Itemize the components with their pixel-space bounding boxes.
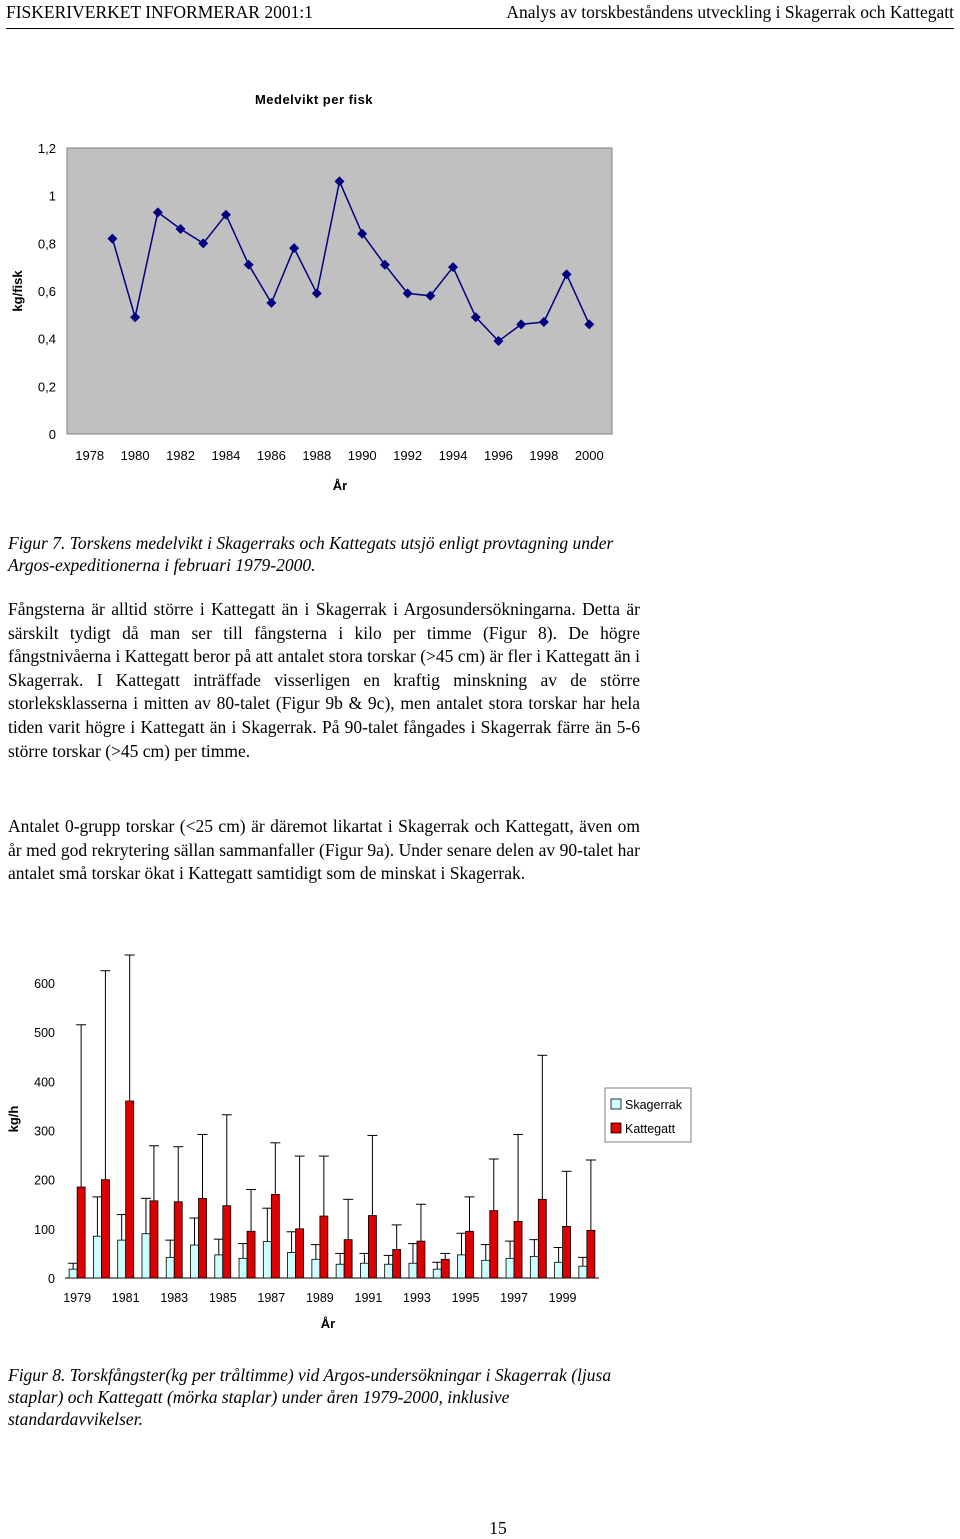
x-tick-label: 1988 xyxy=(302,448,332,463)
figure8-chart xyxy=(0,935,720,1355)
bar-skagerrak xyxy=(433,1269,441,1278)
legend-swatch xyxy=(611,1099,621,1109)
bar-skagerrak xyxy=(555,1262,563,1278)
x-tick-label: 1998 xyxy=(529,448,559,463)
header-title: Analys av torskbeståndens utveckling i Skagerrak och Kattegatt xyxy=(506,2,954,22)
x-tick-label: 1995 xyxy=(451,1291,480,1305)
bar-kattegatt xyxy=(296,1229,304,1278)
bar-kattegatt xyxy=(199,1198,207,1278)
x-tick-label: 1992 xyxy=(393,448,423,463)
bar-skagerrak xyxy=(409,1263,417,1278)
bar-skagerrak xyxy=(506,1258,514,1278)
figure7-caption: Figur 7. Torskens medelvikt i Skagerraks och Kattegats utsjö enligt provtagning under Argos-expeditionerna i februari 1979-2000. xyxy=(8,533,614,575)
bar-kattegatt xyxy=(150,1201,158,1278)
bar-skagerrak xyxy=(142,1234,150,1278)
y-tick-label: 0,4 xyxy=(37,331,56,347)
y-tick-label: 0,8 xyxy=(37,236,56,252)
x-axis-label: År xyxy=(332,478,348,493)
bar-skagerrak xyxy=(482,1260,490,1278)
bar-kattegatt xyxy=(126,1101,134,1278)
page-header xyxy=(6,0,954,29)
bar-kattegatt xyxy=(77,1187,85,1278)
x-tick-label: 1983 xyxy=(160,1291,189,1305)
bar-skagerrak xyxy=(118,1240,126,1278)
x-tick-label: 1996 xyxy=(483,448,513,463)
bar-kattegatt xyxy=(563,1226,571,1278)
figure7-chart xyxy=(0,30,640,535)
bar-skagerrak xyxy=(263,1242,271,1278)
bar-kattegatt xyxy=(344,1240,352,1278)
bar-skagerrak xyxy=(579,1266,587,1278)
legend-label: Skagerrak xyxy=(625,1098,682,1112)
bar-kattegatt xyxy=(466,1231,474,1278)
x-tick-label: 1997 xyxy=(500,1291,528,1305)
y-tick-label: 200 xyxy=(34,1173,55,1188)
y-tick-label: 400 xyxy=(34,1075,55,1090)
y-tick-label: 1 xyxy=(48,188,56,204)
x-tick-label: 1991 xyxy=(354,1291,383,1305)
bar-skagerrak xyxy=(312,1259,320,1278)
y-tick-label: 0,6 xyxy=(37,284,56,299)
x-tick-label: 2000 xyxy=(574,448,604,463)
bar-skagerrak xyxy=(166,1257,174,1278)
legend-label: Kattegatt xyxy=(625,1122,676,1136)
bar-skagerrak xyxy=(360,1263,368,1278)
bar-skagerrak xyxy=(458,1255,466,1278)
y-tick-label: 600 xyxy=(34,977,55,991)
bar-kattegatt xyxy=(271,1194,279,1278)
bar-skagerrak xyxy=(239,1258,247,1278)
bar-kattegatt xyxy=(490,1211,498,1278)
y-tick-label: 1,2 xyxy=(37,141,56,156)
body-paragraph-2: Antalet 0-grupp torskar (<25 cm) är däremot likartat i Skagerrak och Kattegatt, även om år med god rekrytering sällan sammanfaller (Figur 9a). Under senare delen av 90-talet har antalet små torskar ökat i Kattegatt samtidigt som de minskat i Skagerrak. xyxy=(8,816,640,884)
bar-skagerrak xyxy=(288,1252,296,1278)
x-tick-label: 1979 xyxy=(63,1291,92,1305)
bar-kattegatt xyxy=(223,1206,231,1278)
bar-kattegatt xyxy=(320,1216,328,1278)
page-number: 15 xyxy=(489,1518,507,1538)
x-tick-label: 1981 xyxy=(111,1291,140,1305)
x-tick-label: 1984 xyxy=(211,448,241,463)
bar-skagerrak xyxy=(191,1245,199,1278)
y-axis-label: kg/h xyxy=(6,1105,21,1133)
y-axis-label: kg/fisk xyxy=(10,270,25,312)
bar-skagerrak xyxy=(93,1236,101,1278)
y-tick-label: 500 xyxy=(34,1026,55,1041)
bar-skagerrak xyxy=(385,1264,393,1278)
bar-skagerrak xyxy=(69,1269,77,1278)
bar-kattegatt xyxy=(101,1180,109,1278)
x-tick-label: 1994 xyxy=(438,448,468,463)
y-tick-label: 300 xyxy=(34,1124,55,1139)
plot-area xyxy=(67,148,612,434)
x-tick-label: 1986 xyxy=(256,448,286,463)
bar-kattegatt xyxy=(368,1216,376,1278)
x-tick-label: 1999 xyxy=(548,1291,577,1305)
x-tick-label: 1990 xyxy=(347,448,377,463)
x-tick-label: 1989 xyxy=(305,1291,334,1305)
x-tick-label: 1993 xyxy=(403,1291,431,1305)
x-tick-label: 1978 xyxy=(75,448,105,463)
x-tick-label: 1987 xyxy=(257,1291,286,1305)
bar-kattegatt xyxy=(514,1221,522,1278)
bar-kattegatt xyxy=(174,1202,182,1278)
header-publication: FISKERIVERKET INFORMERAR 2001:1 xyxy=(6,2,313,22)
x-tick-label: 1982 xyxy=(166,448,196,463)
x-tick-label: 1985 xyxy=(208,1291,237,1305)
bar-kattegatt xyxy=(587,1230,595,1278)
bar-skagerrak xyxy=(215,1255,223,1278)
bar-skagerrak xyxy=(336,1264,344,1278)
bar-kattegatt xyxy=(247,1231,255,1278)
figure8-caption: Figur 8. Torskfångster(kg per tråltimme) vid Argos-undersökningar i Skagerrak (ljusa staplar) och Kattegatt (mörka staplar) under åren 1979-2000, inklusive standardavvikelser. xyxy=(8,1365,612,1429)
y-tick-label: 0 xyxy=(48,1272,55,1286)
chart-title: Medelvikt per fisk xyxy=(254,92,374,107)
x-tick-label: 1980 xyxy=(120,448,150,463)
x-axis-label: År xyxy=(320,1316,336,1331)
bar-kattegatt xyxy=(538,1199,546,1278)
legend-swatch xyxy=(611,1123,621,1133)
bar-kattegatt xyxy=(393,1249,401,1278)
body-paragraph-1: Fångsterna är alltid större i Kattegatt än i Skagerrak i Argosundersökningarna. Detta är särskilt tydigt då man ser till fångsterna i kilo per timme (Figur 8). De högre fångstnivåerna i Kattegatt beror på att antalet stora torskar (>45 cm) är fler i Kattegatt än i Skagerrak. I Kattegatt inträffade visserligen en kraftig minskning av de större storleksklasserna i mitten av 80-talet (Figur 9b & 9c), men antalet stora torskar har hela tiden varit högre i Kattegatt än i Skagerrak. På 90-talet fångades i Skagerrak färre än 5-6 större torskar (>45 cm) per timme. xyxy=(8,599,640,761)
y-tick-label: 0 xyxy=(48,427,56,442)
bar-kattegatt xyxy=(441,1259,449,1278)
bar-skagerrak xyxy=(530,1256,538,1278)
bar-kattegatt xyxy=(417,1241,425,1278)
y-tick-label: 0,2 xyxy=(37,379,56,395)
y-tick-label: 100 xyxy=(34,1222,55,1237)
